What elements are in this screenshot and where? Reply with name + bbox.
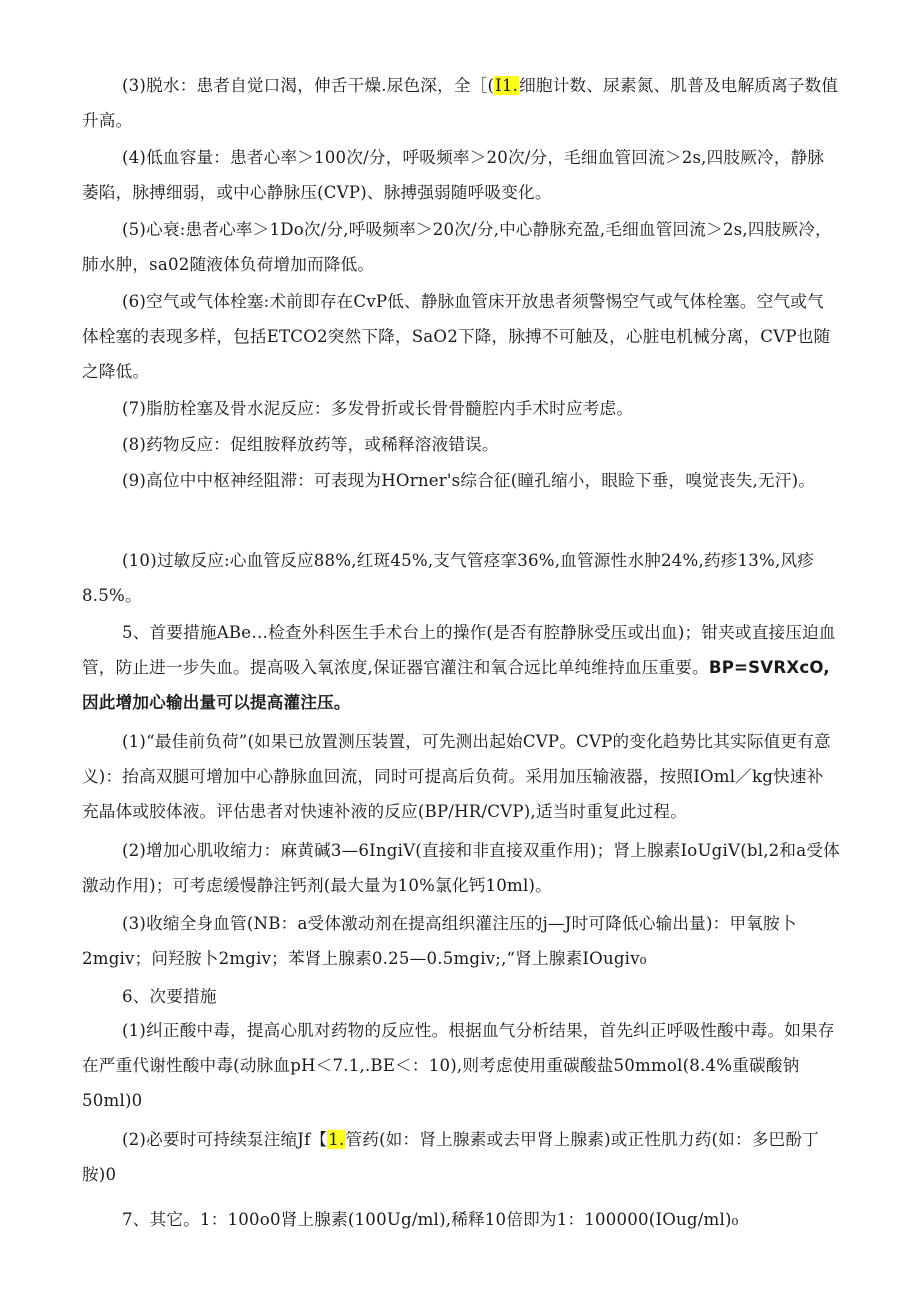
paragraph-acidosis: (1)纠正酸中毒，提高心肌对药物的反应性。根据血气分析结果，首先纠正呼吸性酸中毒。如果存在严重代谢性酸中毒(动脉血pH＜7.1,.BE＜：10),则考虑使用重碳酸盐50mmol(8.4%重碳酸钠50ml)0	[82, 1021, 835, 1110]
paragraph-drug-reaction: (8)药物反应：促组胺释放药等，或稀释溶液错误。	[122, 435, 499, 454]
text-run: (2)必要时可持续泵注缩Jf【	[122, 1130, 328, 1149]
text-run: 管药(如：肾上腺素或去甲肾上腺素)或正性肌力药(如：多巴酚丁胺)0	[82, 1130, 819, 1184]
text-run: (3)脱水：患者自觉口渴，伸舌干燥.尿色深，全［(	[122, 76, 495, 95]
bold-formula: BP=SVRXcO,因此增加心输出量可以提高灌注压。	[82, 658, 830, 712]
paragraph-contractility: (2)增加心肌收缩力：麻黄碱3—6IngiV(直接和非直接双重作用)；肾上腺素IoUgiV(bl,2和a受体激动作用)；可考虑缓慢静注钙剂(最大量为10%氯化钙10ml)。	[82, 841, 840, 895]
paragraph-vasoconstriction: (3)收缩全身血管(NB：a受体激动剂在提高组织灌注压的j—J时可降低心输出量)：甲氧胺卜2mgiv；问羟胺卜2mgiv；苯肾上腺素0.25—0.5mgiv;,“肾上腺素IOugiv₀	[82, 914, 797, 968]
paragraph-fat-embolism: (7)脂肪栓塞及骨水泥反应：多发骨折或长骨骨髓腔内手术时应考虑。	[122, 399, 634, 418]
paragraph-high-block: (9)高位中中枢神经阻滞：可表现为HOrner's综合征(瞳孔缩小，眼睑下垂，嗅觉丧失,无汗)。	[122, 471, 816, 490]
text-run: 细胞计数、尿素氮、肌普及电解质离子数值升高。	[82, 76, 839, 130]
text-run: 5、首要措施ABe…检查外科医生手术台上的操作(是否有腔静脉受压或出血)；钳夹或直接压迫血管，防止进一步失血。提高吸入氧浓度,保证器官灌注和氧合远比单纯维持血压重要。	[82, 623, 836, 677]
paragraph-air-embolism: (6)空气或气体栓塞:术前即存在CvP低、静脉血管床开放患者须警惕空气或气体栓塞。空气或气体栓塞的表现多样，包括ETCO2突然下降，SaO2下降，脉搏不可触及，心脏电机械分离，CVP也随之降低。	[82, 292, 831, 381]
paragraph-heart-failure: (5)心衰:患者心率＞1Do次/分,呼吸频率＞20次/分,中心静脉充盈,毛细血管回流＞2s,四肢厥冷，肺水肿，sa02随液体负荷增加而降低。	[82, 220, 832, 274]
highlight-mark: 1.	[328, 1130, 345, 1149]
highlight-mark: I1.	[495, 76, 519, 95]
paragraph-hypovolemia: (4)低血容量：患者心率＞100次/分，呼吸频率＞20次/分，毛细血管回流＞2s,四肢厥冷，静脉萎陷，脉搏细弱，或中心静脉压(CVP)、脉搏强弱随呼吸变化。	[82, 148, 825, 202]
paragraph-dehydration	[82, 68, 840, 138]
paragraph-primary-measures	[82, 615, 840, 720]
heading-secondary-measures: 6、次要措施	[122, 987, 217, 1006]
paragraph-infusion	[82, 1122, 840, 1192]
paragraph-other: 7、其它。1：100o0肾上腺素(100Ug/ml),稀释10倍即为1：100000(IOug/ml)₀	[122, 1210, 739, 1229]
paragraph-optimal-preload: (1)“最佳前负荷”(如果已放置测压装置，可先测出起始CVP。CVP的变化趋势比其实际值更有意义)：抬高双腿可增加中心静脉血回流，同时可提高后负荷。采用加压输液器，按照IOml／kg快速补充晶体或胶体液。评估患者对快速补液的反应(BP/HR/CVP),适当时重复此过程。	[82, 732, 831, 821]
paragraph-anaphylaxis: (10)过敏反应:心血管反应88%,红斑45%,支气管痉挛36%,血管源性水肿24%,药疹13%,风疹8.5%。	[82, 551, 815, 605]
